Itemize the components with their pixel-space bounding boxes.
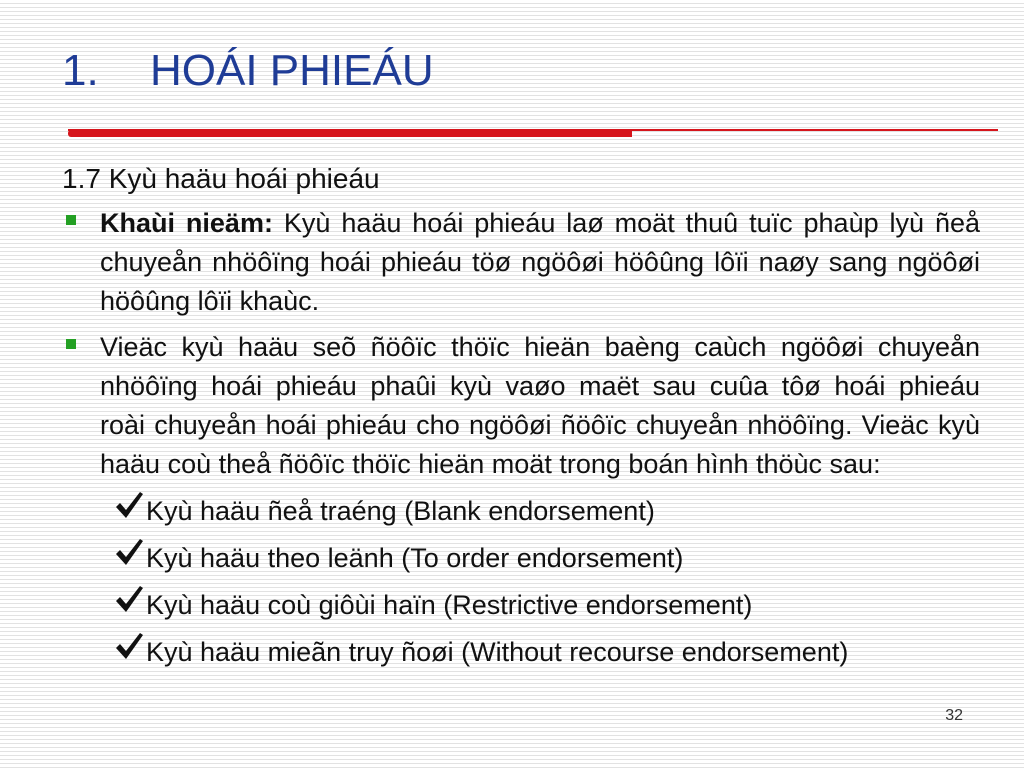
slide-title	[62, 46, 434, 96]
page-number: 32	[945, 707, 963, 724]
bullet-term: Khaùi nieäm:	[100, 208, 273, 238]
bullet-line	[100, 204, 980, 243]
sub-bullet-item	[114, 586, 848, 633]
title-number: 1.	[62, 46, 99, 95]
checkmark-icon	[114, 490, 144, 520]
title-underline-thick	[68, 130, 632, 137]
square-bullet-icon	[66, 215, 76, 225]
checkmark-icon	[114, 631, 144, 661]
sub-bullet-text: Kyù haäu mieãn truy ñoøi (Without recourse endorsement)	[146, 637, 849, 667]
bullet-line: nhöôïng hoái phieáu phaûi kyù vaøo maët sau cuûa tôø hoái phieáu	[100, 371, 980, 401]
sub-bullet-list	[114, 492, 848, 680]
sub-bullet-text: Kyù haäu coù giôùi haïn (Restrictive endorsement)	[146, 590, 753, 620]
sub-bullet-text: Kyù haäu ñeå traéng (Blank endorsement)	[146, 496, 655, 526]
square-bullet-icon	[66, 339, 76, 349]
checkmark-icon	[114, 584, 144, 614]
bullet-item	[100, 204, 980, 321]
sub-bullet-item	[114, 492, 848, 539]
sub-bullet-text: Kyù haäu theo leänh (To order endorsement)	[146, 543, 684, 573]
bullet-line: haäu coù theå ñöôïc thöïc hieän moät trong boán hình thöùc sau:	[100, 449, 881, 479]
checkmark-icon	[114, 537, 144, 567]
bullet-line: höôûng lôïi khaùc.	[100, 286, 320, 316]
title-text: HOÁI PHIEÁU	[150, 46, 434, 95]
bullet-line-text: Kyù haäu hoái phieáu laø moät thuû tuïc phaùp lyù ñeå	[283, 208, 980, 238]
bullet-line: Vieäc kyù haäu seõ ñöôïc thöïc hieän baèng caùch ngöôøi chuyeån	[100, 332, 980, 362]
bullet-line: roài chuyeån hoái phieáu cho ngöôøi ñöôïc chuyeån nhöôïng. Vieäc kyù	[100, 410, 980, 440]
bullet-item	[100, 328, 980, 484]
sub-bullet-item	[114, 633, 848, 680]
bullet-line: chuyeån nhöôïng hoái phieáu töø ngöôøi höôûng lôïi naøy sang ngöôøi	[100, 247, 980, 277]
section-subheading: 1.7 Kyù haäu hoái phieáu	[62, 163, 380, 194]
sub-bullet-item	[114, 539, 848, 586]
